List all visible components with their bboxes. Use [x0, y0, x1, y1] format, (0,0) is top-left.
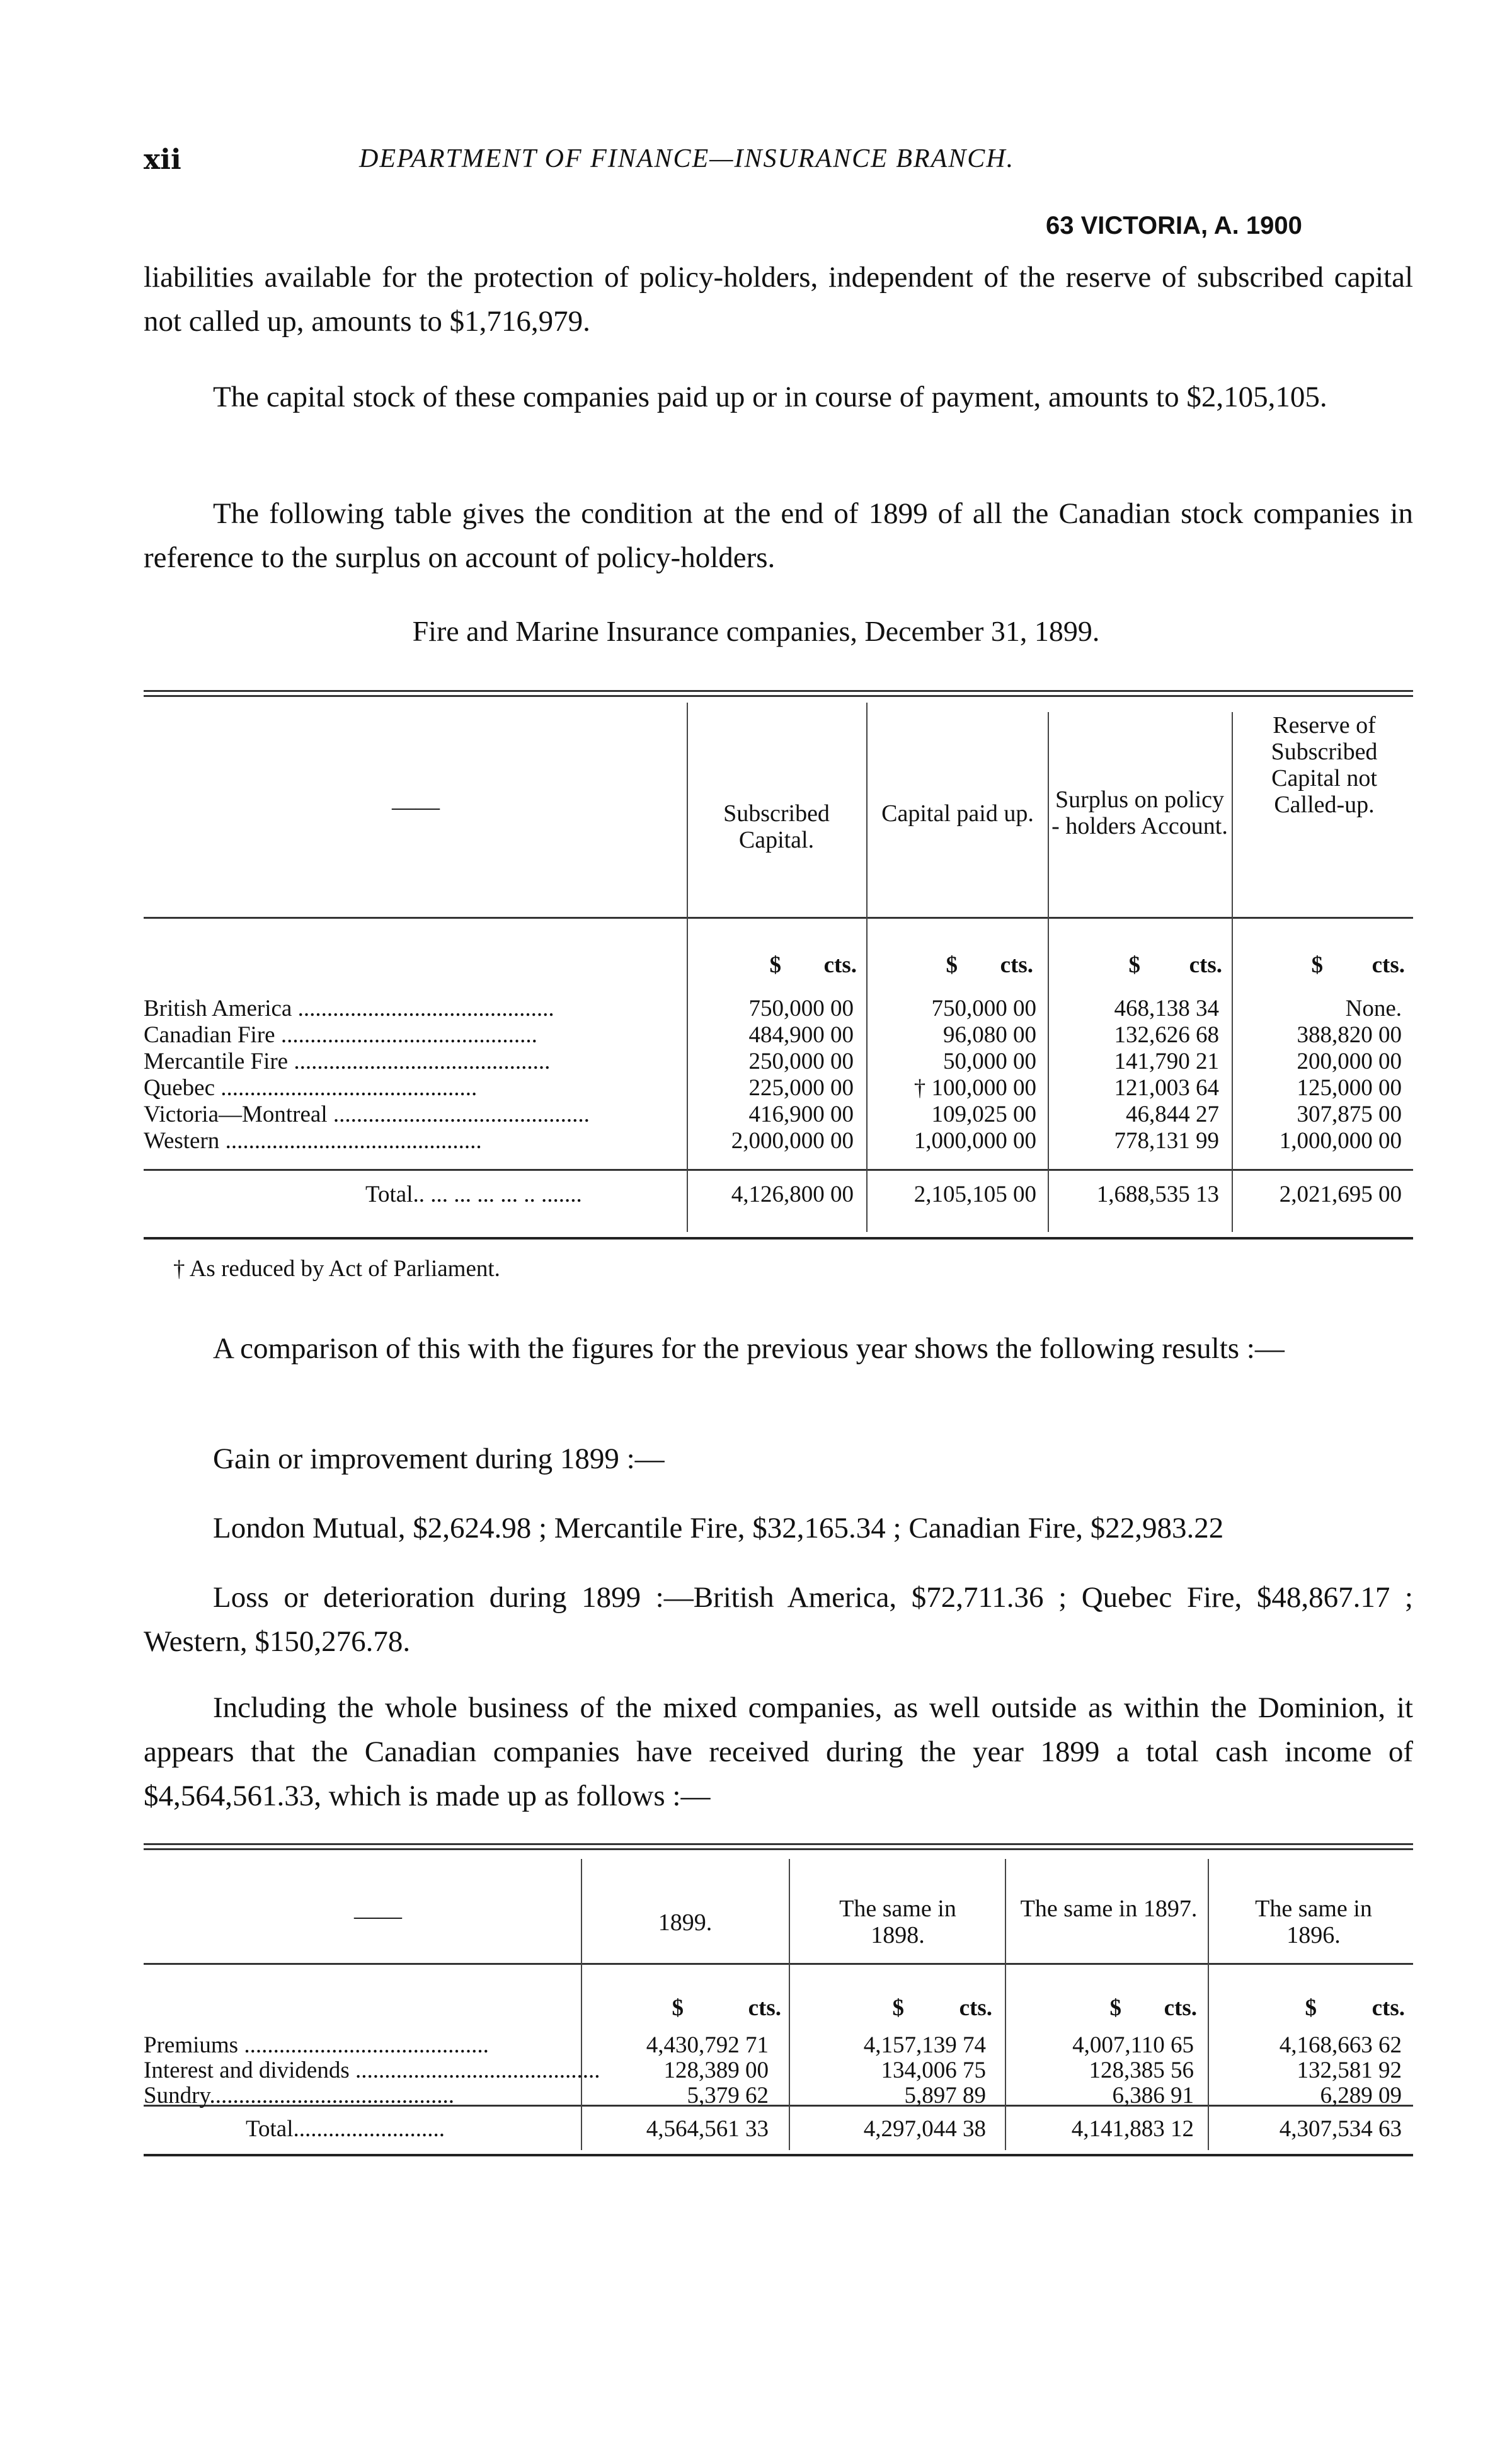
- table2-unit-dollar: $: [672, 1995, 684, 2021]
- table1-header-reserve: Reserve of Subscribed Capital not Called-up.: [1271, 712, 1378, 818]
- paragraph-gain-items: London Mutual, $2,624.98 ; Mercantile Fire, $32,165.34 ; Canadian Fire, $22,983.22: [213, 1512, 1224, 1545]
- table-row-label: Quebec ............................................: [144, 1075, 478, 1101]
- table-total-cell: 4,126,800 00: [731, 1182, 854, 1207]
- table-row-label: British America ............................................: [144, 996, 554, 1021]
- table2-unit-dollar: $: [1305, 1995, 1317, 2021]
- table-row-label: Interest and dividends ..........................................: [144, 2057, 600, 2083]
- table2-unit-dollar: $: [892, 1995, 904, 2021]
- table-row-label: Sundry..........................................: [144, 2083, 454, 2108]
- table-cell: 46,844 27: [1126, 1102, 1219, 1127]
- table2-header-1896: The same in 1896.: [1255, 1896, 1372, 1948]
- table1-header-subscribed: Subscribed Capital.: [723, 800, 830, 853]
- table1-unit-cts: cts.: [1189, 952, 1222, 978]
- table-cell: 416,900 00: [748, 1102, 854, 1127]
- table1-unit-dollar: $: [1311, 952, 1323, 978]
- table2-top-rule: [144, 1843, 1413, 1845]
- table1-col-divider: [866, 703, 868, 1232]
- session-label: 63 VICTORIA, A. 1900: [1046, 212, 1302, 239]
- paragraph-loss: Loss or deterioration during 1899 :—British America, $72,711.36 ; Quebec Fire, $48,867.17 ; Western, $150,276.78.: [144, 1581, 1413, 1658]
- paragraph-cash-income: Including the whole business of the mixed companies, as well outside as within the Dominion, it appears that the Canadian companies have received during the year 1899 a total cash income of $4,564,561.33, which is made up as follows :—: [144, 1691, 1413, 1812]
- paragraph-comparison: A comparison of this with the figures for the previous year shows the following results :—: [213, 1332, 1285, 1365]
- table1-unit-cts: cts.: [1372, 952, 1405, 978]
- table-cell: 4,430,792 71: [646, 2032, 769, 2058]
- table-cell: 50,000 00: [943, 1049, 1036, 1074]
- table-row-label: Western ............................................: [144, 1128, 482, 1154]
- table2-header-1897: The same in 1897.: [1020, 1896, 1198, 1922]
- table2-bottom-rule: [144, 2154, 1413, 2156]
- table-cell: 132,581 92: [1297, 2057, 1402, 2083]
- table2-unit-cts: cts.: [1372, 1995, 1405, 2021]
- table2-top-rule-2: [144, 1848, 1413, 1850]
- table-cell: 6,386 91: [1112, 2083, 1194, 2108]
- table-cell: † 100,000 00: [914, 1075, 1036, 1101]
- table-total-cell: 2,105,105 00: [914, 1182, 1036, 1207]
- table-cell: 141,790 21: [1114, 1049, 1219, 1074]
- table-cell: 6,289 09: [1320, 2083, 1402, 2108]
- table1-col-divider: [1048, 712, 1049, 1232]
- table-row-label: Premiums ..........................................: [144, 2032, 489, 2058]
- table-cell: 128,389 00: [663, 2057, 769, 2083]
- table2-header-1899: 1899.: [658, 1909, 713, 1936]
- table-cell: 125,000 00: [1297, 1075, 1402, 1101]
- table1-col-divider: [687, 703, 688, 1232]
- table-cell: 388,820 00: [1297, 1022, 1402, 1048]
- table2-col-divider: [1005, 1859, 1006, 2150]
- table2-header-rule: [144, 1963, 1413, 1965]
- table1-unit-dollar: $: [946, 952, 958, 978]
- table-total-cell: 4,141,883 12: [1071, 2116, 1194, 2142]
- table1-unit-dollar: $: [1128, 952, 1140, 978]
- table-cell: 750,000 00: [748, 996, 854, 1021]
- table2-col-divider: [789, 1859, 790, 2150]
- table1-unit-cts: cts.: [823, 952, 857, 978]
- table1-body-rule: [144, 1169, 1413, 1171]
- table-total-cell: 4,297,044 38: [863, 2116, 986, 2142]
- table-cell: 200,000 00: [1297, 1049, 1402, 1074]
- table-row-label: Victoria—Montreal ............................................: [144, 1102, 590, 1127]
- table1-unit-cts: cts.: [1000, 952, 1033, 978]
- table-cell: 2,000,000 00: [731, 1128, 854, 1154]
- table-cell: 96,080 00: [943, 1022, 1036, 1048]
- table-cell: 4,007,110 65: [1072, 2032, 1194, 2058]
- table2-col-divider: [581, 1859, 582, 2150]
- table1-col-divider: [1232, 712, 1233, 1232]
- table-cell: 5,897 89: [904, 2083, 986, 2108]
- table-cell: 307,875 00: [1297, 1102, 1402, 1127]
- table1-unit-dollar: $: [769, 952, 781, 978]
- table1-title: Fire and Marine Insurance companies, December 31, 1899.: [412, 615, 1100, 647]
- table-total-label: Total.. ... ... ... ... .. .......: [365, 1182, 582, 1207]
- table-cell: 750,000 00: [931, 996, 1036, 1021]
- table-cell: 121,003 64: [1114, 1075, 1219, 1101]
- table1-top-rule: [144, 690, 1413, 692]
- table-cell: 1,000,000 00: [914, 1128, 1036, 1154]
- table-cell: None.: [1345, 996, 1402, 1021]
- table1-header-surplus: Surplus on policy - holders Account.: [1051, 786, 1228, 839]
- table-cell: 5,379 62: [687, 2083, 769, 2108]
- paragraph-gain-heading: Gain or improvement during 1899 :—: [213, 1442, 665, 1475]
- running-head: DEPARTMENT OF FINANCE—INSURANCE BRANCH.: [359, 144, 1015, 173]
- table2-unit-dollar: $: [1109, 1995, 1121, 2021]
- table-cell: 4,157,139 74: [863, 2032, 986, 2058]
- table-row-label: Mercantile Fire ............................................: [144, 1049, 551, 1074]
- table2-unit-cts: cts.: [748, 1995, 781, 2021]
- table-cell: 468,138 34: [1114, 996, 1219, 1021]
- table2-unit-cts: cts.: [1164, 1995, 1197, 2021]
- table1-footnote: † As reduced by Act of Parliament.: [173, 1256, 500, 1282]
- table1-header-paid: Capital paid up.: [881, 800, 1034, 827]
- table-total-cell: 4,564,561 33: [646, 2116, 769, 2142]
- paragraph-capital-stock: The capital stock of these companies paid up or in course of payment, amounts to $2,105,105.: [213, 381, 1327, 413]
- table1-header-blank: ——: [392, 794, 440, 820]
- table-cell: 778,131 99: [1114, 1128, 1219, 1154]
- table-cell: 1,000,000 00: [1279, 1128, 1402, 1154]
- table-cell: 225,000 00: [748, 1075, 854, 1101]
- paragraph-following-table: The following table gives the condition at the end of 1899 of all the Canadian stock companies in reference to the surplus on account of policy-holders.: [144, 497, 1413, 574]
- table-cell: 4,168,663 62: [1279, 2032, 1402, 2058]
- table-total-cell: 4,307,534 63: [1279, 2116, 1402, 2142]
- table1-bottom-rule: [144, 1237, 1413, 1240]
- table2-col-divider: [1208, 1859, 1209, 2150]
- table-total-label: Total..........................: [246, 2116, 445, 2142]
- table-cell: 134,006 75: [881, 2057, 986, 2083]
- table-cell: 484,900 00: [748, 1022, 854, 1048]
- page-number: xii: [144, 144, 181, 176]
- paragraph-liabilities: liabilities available for the protection of policy-holders, independent of the reserve of subscribed capital not called up, amounts to $1,716,979.: [144, 261, 1413, 338]
- table2-header-blank: ——: [354, 1903, 402, 1930]
- table2-unit-cts: cts.: [959, 1995, 992, 2021]
- table-row-label: Canadian Fire ............................................: [144, 1022, 537, 1048]
- table-cell: 128,385 56: [1089, 2057, 1194, 2083]
- table-cell: 109,025 00: [931, 1102, 1036, 1127]
- table2-header-1898: The same in 1898.: [839, 1896, 956, 1948]
- table-total-cell: 1,688,535 13: [1096, 1182, 1219, 1207]
- table-cell: 132,626 68: [1114, 1022, 1219, 1048]
- table-total-cell: 2,021,695 00: [1279, 1182, 1402, 1207]
- table1-top-rule-2: [144, 695, 1413, 697]
- table-cell: 250,000 00: [748, 1049, 854, 1074]
- table1-header-rule: [144, 917, 1413, 919]
